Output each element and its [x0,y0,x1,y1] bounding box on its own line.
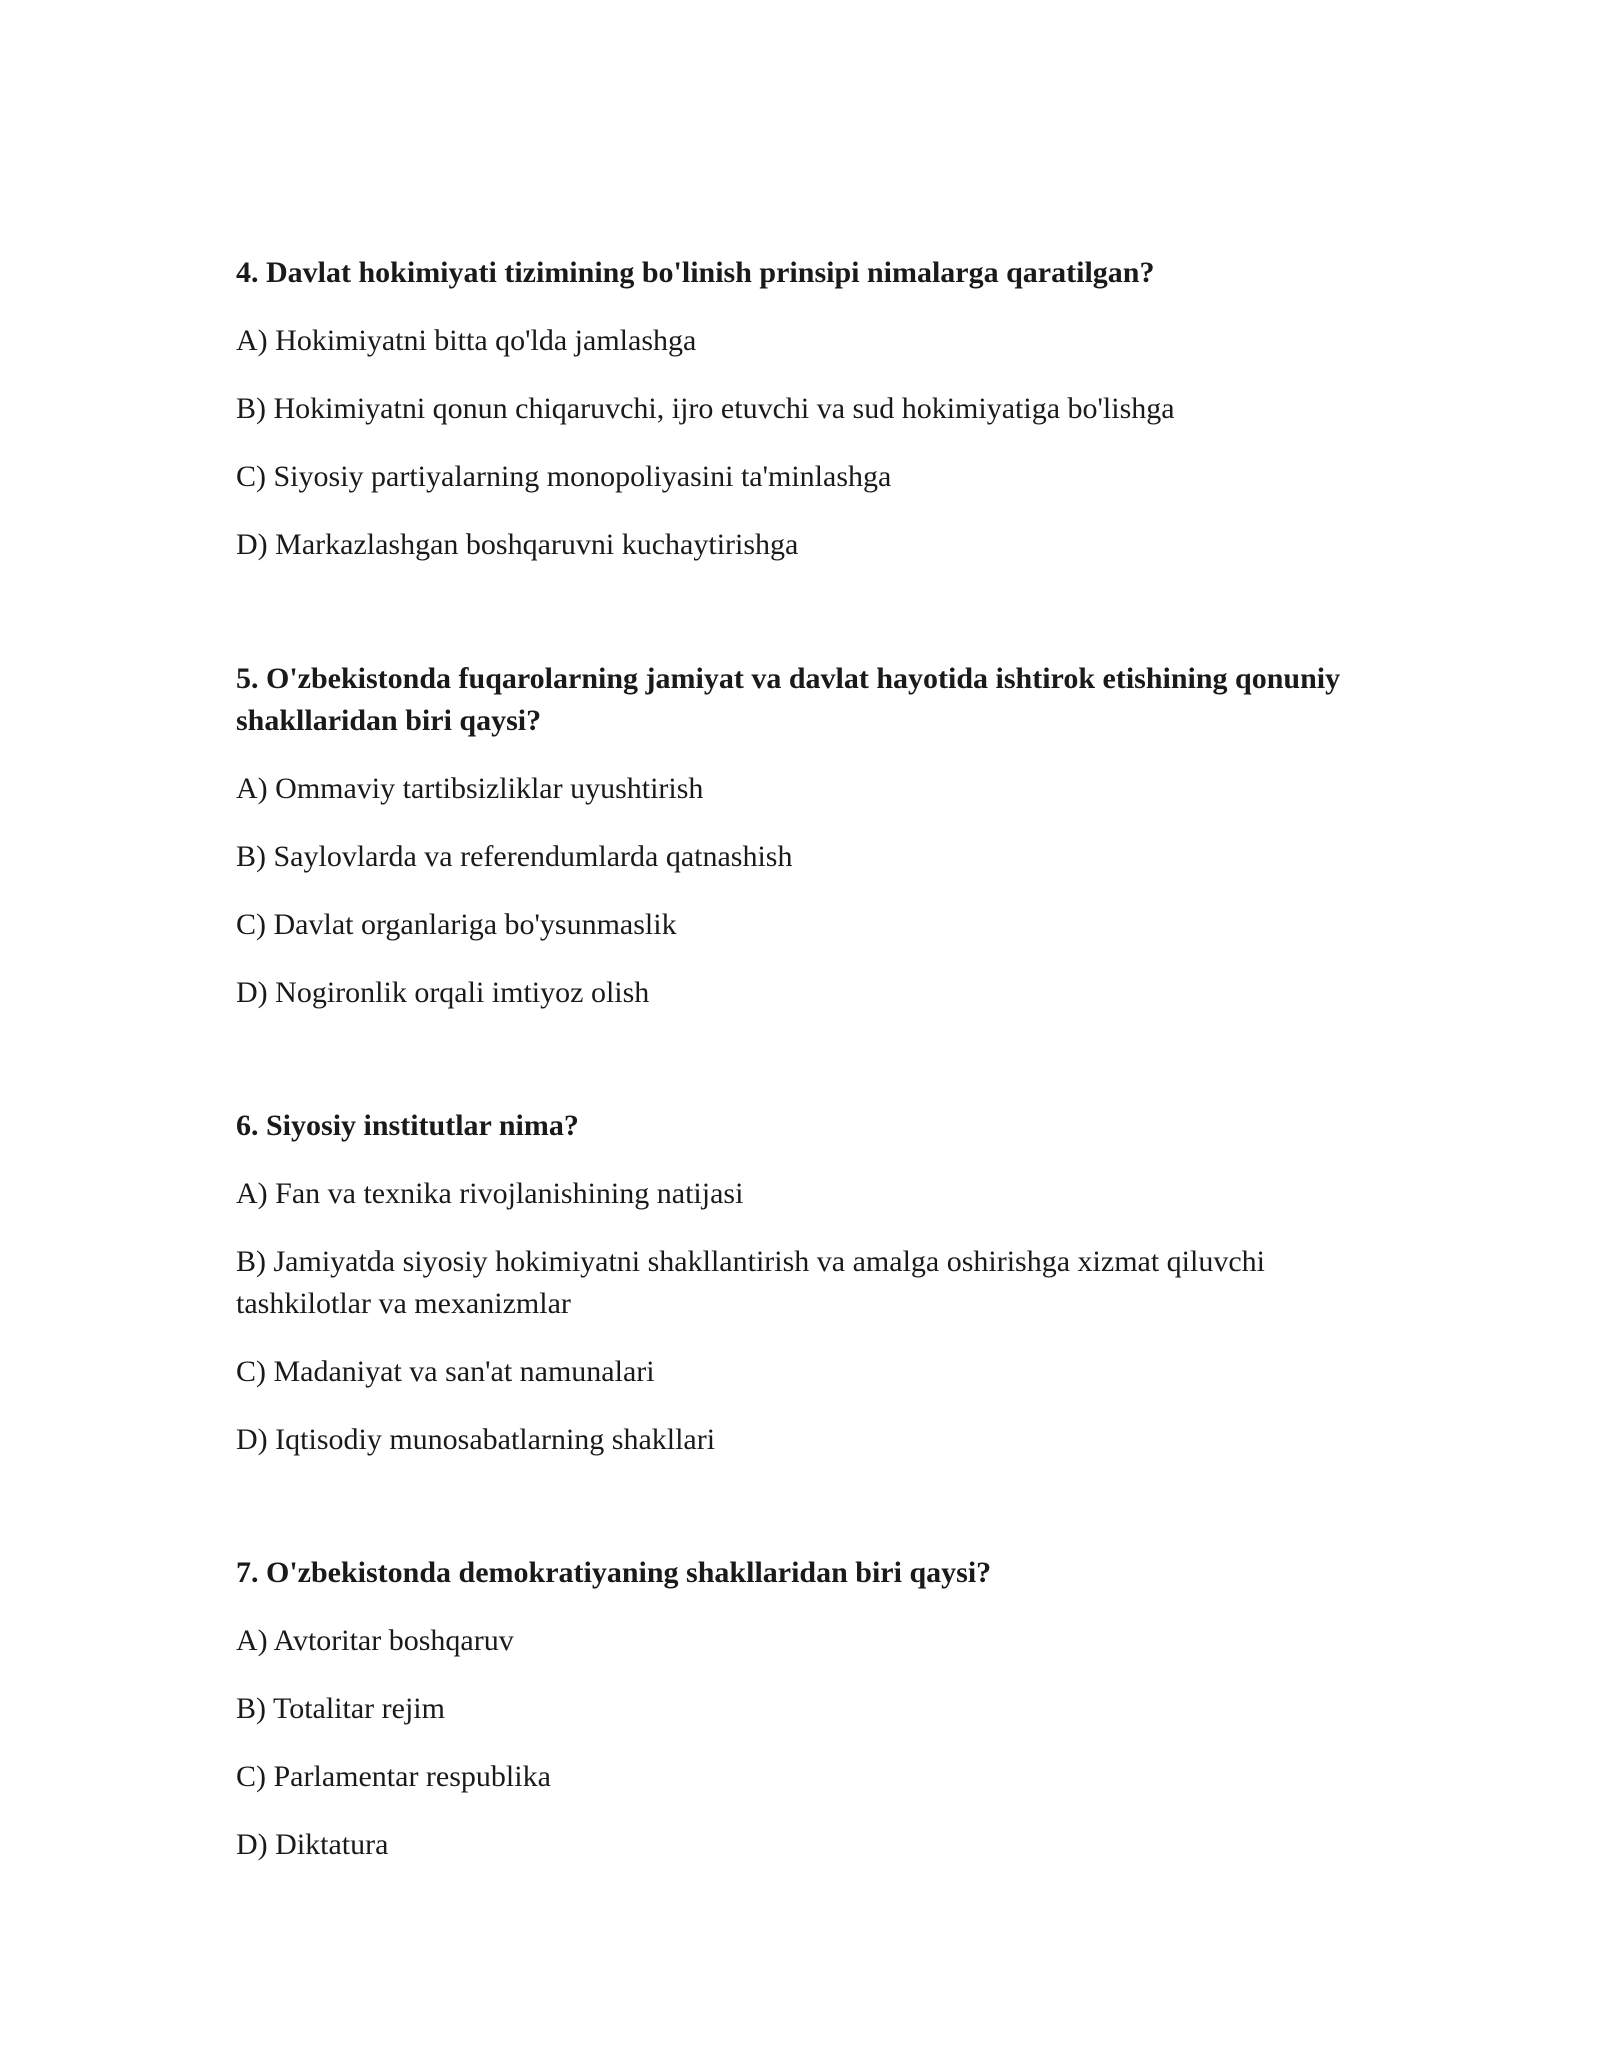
question-6-option-a: A) Fan va texnika rivojlanishining natijasi [236,1177,744,1210]
question-6 [236,1105,1386,1461]
question-4-option-a: A) Hokimiyatni bitta qo'lda jamlashga [236,324,697,357]
question-7-option-a: A) Avtoritar boshqaruv [236,1624,514,1657]
question-5-text: 5. O'zbekistonda fuqarolarning jamiyat va davlat hayotida ishtirok etishining qonuniy shakllaridan biri qaysi? [236,662,1341,737]
question-6-option-d: D) Iqtisodiy munosabatlarning shakllari [236,1423,716,1456]
question-7-option-d: D) Diktatura [236,1828,389,1861]
question-7-option-c: C) Parlamentar respublika [236,1760,551,1793]
question-7-text: 7. O'zbekistonda demokratiyaning shakllaridan biri qaysi? [236,1556,992,1589]
question-4-text: 4. Davlat hokimiyati tizimining bo'linish prinsipi nimalarga qaratilgan? [236,256,1155,289]
question-6-text: 6. Siyosiy institutlar nima? [236,1109,579,1142]
question-5 [236,658,1386,1014]
question-5-option-c: C) Davlat organlariga bo'ysunmaslik [236,908,677,941]
question-4-option-d: D) Markazlashgan boshqaruvni kuchaytirishga [236,528,799,561]
question-4-option-b: B) Hokimiyatni qonun chiqaruvchi, ijro etuvchi va sud hokimiyatiga bo'lishga [236,392,1175,425]
question-4 [236,252,1175,566]
question-7-option-b: B) Totalitar rejim [236,1692,445,1725]
question-6-option-b: B) Jamiyatda siyosiy hokimiyatni shakllantirish va amalga oshirishga xizmat qiluvchi tashkilotlar va mexanizmlar [236,1245,1265,1320]
question-5-option-a: A) Ommaviy tartibsizliklar uyushtirish [236,772,704,805]
question-4-option-c: C) Siyosiy partiyalarning monopoliyasini ta'minlashga [236,460,892,493]
question-6-option-c: C) Madaniyat va san'at namunalari [236,1355,655,1388]
question-7 [236,1552,991,1866]
question-5-option-d: D) Nogironlik orqali imtiyoz olish [236,976,650,1009]
question-5-option-b: B) Saylovlarda va referendumlarda qatnashish [236,840,793,873]
